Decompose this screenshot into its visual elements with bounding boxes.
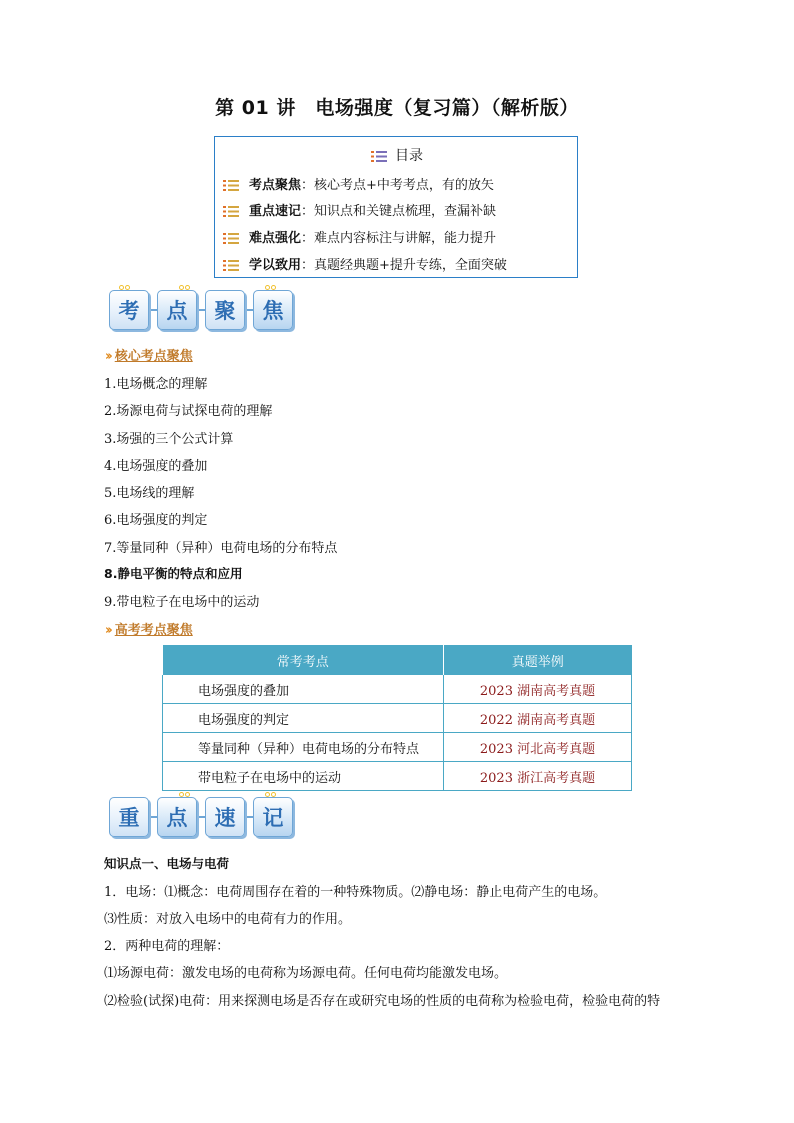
knowledge-heading: 知识点一、电场与电荷 [104,856,230,871]
column-header: 常考考点 [163,645,444,675]
list-item: 2.场源电荷与试探电荷的理解 [104,404,273,419]
list-item: 4.电场强度的叠加 [104,459,208,474]
list-item: 8.静电平衡的特点和应用 [104,566,243,581]
toc-heading-label: 目录 [395,148,423,164]
list-item: 6.电场强度的判定 [104,513,208,528]
table-row [163,704,632,733]
toc-box [214,136,578,278]
toc-item [223,254,507,273]
badge-tile: 点 [157,290,197,330]
topic-cell: 电场强度的判定 [163,704,444,733]
badge-tile: 重 [109,797,149,837]
paragraph-line: ⑶性质：对放入电场中的电荷有力的作用。 [104,912,352,927]
topic-cell: 等量同种（异种）电荷电场的分布特点 [163,733,444,762]
list-icon [223,180,239,191]
topic-cell: 电场强度的叠加 [163,675,444,704]
paragraph-line: ⑴场源电荷：激发电场的电荷称为场源电荷。任何电荷均能激发电场。 [104,966,508,981]
example-cell: 2023 浙江高考真题 [444,762,632,791]
column-header: 真题举例 [444,645,632,675]
toc-item [223,174,494,193]
list-icon [223,260,239,271]
list-icon [371,151,387,162]
toc-item-label: 重点速记 [249,204,302,219]
exam-points-heading: ›› 高考考点聚焦 [105,623,193,638]
table-row [163,675,632,704]
toc-item-label: 考点聚焦 [249,178,302,193]
badge-tile: 速 [205,797,245,837]
topic-cell: 带电粒子在电场中的运动 [163,762,444,791]
toc-heading [215,145,579,165]
list-item: 1.电场概念的理解 [104,377,208,392]
toc-item [223,200,496,219]
list-icon [223,233,239,244]
paragraph-line: 1．电场：⑴概念：电荷周围存在着的一种特殊物质。⑵静电场：静止电荷产生的电场。 [104,885,607,900]
toc-item-text: ：难点内容标注与讲解，能力提升 [301,231,497,246]
badge-tile: 点 [157,797,197,837]
exam-points-table [162,645,632,791]
table-row [163,733,632,762]
toc-item [223,227,496,246]
example-cell: 2023 河北高考真题 [444,733,632,762]
toc-item-text: ：真题经典题+提升专练，全面突破 [301,258,507,273]
list-icon [223,206,239,217]
paragraph-line: ⑵检验(试探)电荷：用来探测电场是否存在或研究电场的性质的电荷称为检验电荷，检验电荷的特 [104,994,661,1009]
double-chevron-icon: ›› [105,623,110,638]
badge-tile: 记 [253,797,293,837]
toc-item-text: ：知识点和关键点梳理，查漏补缺 [301,204,497,219]
badge-tile: 焦 [253,290,293,330]
badge-tile: 考 [109,290,149,330]
table-row [163,762,632,791]
example-cell: 2022 湖南高考真题 [444,704,632,733]
list-item: 5.电场线的理解 [104,486,195,501]
list-item: 9.带电粒子在电场中的运动 [104,595,260,610]
table-header-row [163,645,632,675]
double-chevron-icon: ›› [105,349,110,364]
list-item: 7.等量同种（异种）电荷电场的分布特点 [104,541,338,556]
toc-item-text: ：核心考点+中考考点，有的放矢 [301,178,494,193]
page-title: 第 01 讲 电场强度（复习篇）（解析版） [215,97,579,119]
core-points-heading: ›› 核心考点聚焦 [105,349,193,364]
toc-item-label: 学以致用 [249,258,302,273]
badge-tile: 聚 [205,290,245,330]
list-item: 3.场强的三个公式计算 [104,432,234,447]
example-cell: 2023 湖南高考真题 [444,675,632,704]
paragraph-line: 2．两种电荷的理解： [104,939,230,954]
toc-item-label: 难点强化 [249,231,302,246]
